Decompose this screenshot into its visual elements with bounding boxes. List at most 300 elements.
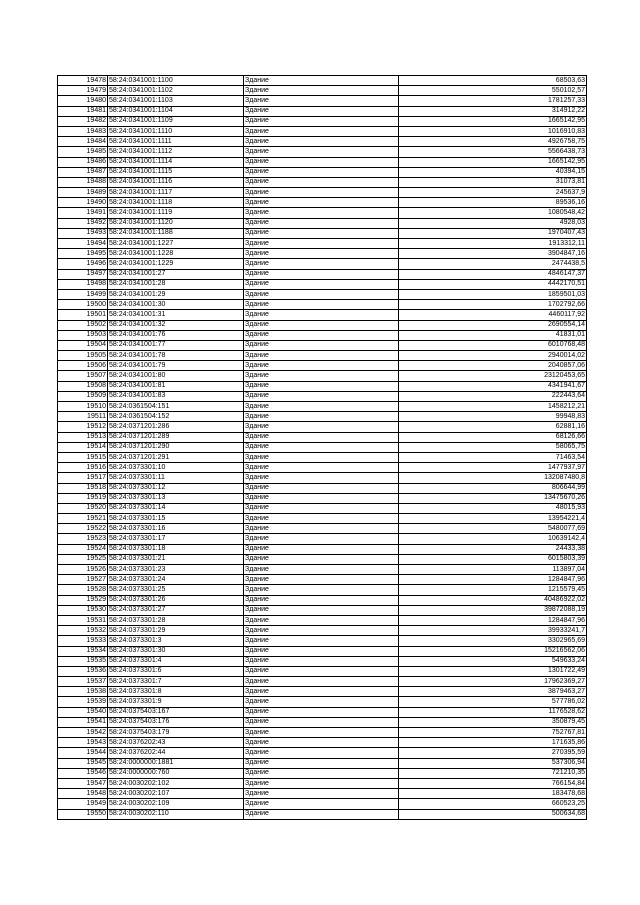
table-row [58,697,587,707]
table-row [58,126,587,136]
value-cell: 1284847,96 [399,615,587,625]
cadastral-number-cell: 58:24:0371201:286 [108,422,244,432]
value-cell: 58065,75 [399,442,587,452]
value-cell: 2474438,5 [399,259,587,269]
row-number-cell: 19486 [58,157,108,167]
row-number-cell: 19497 [58,269,108,279]
value-cell: 1080548,42 [399,208,587,218]
value-cell: 1665142,95 [399,157,587,167]
row-number-cell: 19522 [58,524,108,534]
row-number-cell: 19487 [58,167,108,177]
object-type-cell: Здание [244,768,399,778]
table-row [58,432,587,442]
value-cell: 6010768,48 [399,340,587,350]
row-number-cell: 19525 [58,554,108,564]
cadastral-number-cell: 58:24:0341001:83 [108,391,244,401]
value-cell: 15216562,06 [399,646,587,656]
object-type-cell: Здание [244,300,399,310]
table-row [58,514,587,524]
row-number-cell: 19529 [58,595,108,605]
table-row [58,452,587,462]
value-cell: 1913312,11 [399,239,587,249]
table-row [58,279,587,289]
table-row [58,208,587,218]
row-number-cell: 19538 [58,687,108,697]
cadastral-number-cell: 58:24:0341001:76 [108,330,244,340]
value-cell: 577786,02 [399,697,587,707]
row-number-cell: 19528 [58,585,108,595]
object-type-cell: Здание [244,198,399,208]
row-number-cell: 19534 [58,646,108,656]
cadastral-number-cell: 58:24:0341001:1114 [108,157,244,167]
table-row [58,707,587,717]
object-type-cell: Здание [244,473,399,483]
row-number-cell: 19512 [58,422,108,432]
row-number-cell: 19527 [58,575,108,585]
table-row [58,605,587,615]
object-type-cell: Здание [244,126,399,136]
table-row [58,269,587,279]
object-type-cell: Здание [244,595,399,605]
table-body [58,76,587,820]
value-cell: 48015,93 [399,503,587,513]
object-type-cell: Здание [244,646,399,656]
table-row [58,167,587,177]
table-row [58,738,587,748]
table-row [58,799,587,809]
data-table [57,75,587,820]
table-row [58,524,587,534]
object-type-cell: Здание [244,615,399,625]
table-row [58,96,587,106]
table-row [58,778,587,788]
value-cell: 71463,54 [399,452,587,462]
row-number-cell: 19524 [58,544,108,554]
table-row [58,575,587,585]
cadastral-number-cell: 58:24:0373301:4 [108,656,244,666]
value-cell: 4846147,37 [399,269,587,279]
cadastral-number-cell: 58:24:0376202:43 [108,738,244,748]
table-row [58,595,587,605]
row-number-cell: 19509 [58,391,108,401]
table-row [58,340,587,350]
object-type-cell: Здание [244,493,399,503]
object-type-cell: Здание [244,289,399,299]
value-cell: 766154,84 [399,778,587,788]
table-row [58,310,587,320]
table-row [58,626,587,636]
value-cell: 1781257,33 [399,96,587,106]
object-type-cell: Здание [244,554,399,564]
value-cell: 537306,94 [399,758,587,768]
object-type-cell: Здание [244,239,399,249]
value-cell: 350879,45 [399,717,587,727]
value-cell: 549633,24 [399,656,587,666]
row-number-cell: 19517 [58,473,108,483]
table-row [58,157,587,167]
value-cell: 1284847,96 [399,575,587,585]
object-type-cell: Здание [244,147,399,157]
cadastral-number-cell: 58:24:0341001:1228 [108,249,244,259]
cadastral-number-cell: 58:24:0375403:176 [108,717,244,727]
row-number-cell: 19498 [58,279,108,289]
value-cell: 68503,63 [399,76,587,86]
cadastral-number-cell: 58:24:0341001:1100 [108,76,244,86]
cadastral-number-cell: 58:24:0373301:21 [108,554,244,564]
table-row [58,666,587,676]
row-number-cell: 19485 [58,147,108,157]
value-cell: 1016910,83 [399,126,587,136]
cadastral-number-cell: 58:24:0341001:80 [108,371,244,381]
value-cell: 4442170,51 [399,279,587,289]
row-number-cell: 19536 [58,666,108,676]
row-number-cell: 19482 [58,116,108,126]
cadastral-number-cell: 58:24:0373301:12 [108,483,244,493]
object-type-cell: Здание [244,738,399,748]
cadastral-number-cell: 58:24:0373301:26 [108,595,244,605]
object-type-cell: Здание [244,503,399,513]
table-row [58,218,587,228]
row-number-cell: 19543 [58,738,108,748]
table-row [58,585,587,595]
object-type-cell: Здание [244,789,399,799]
value-cell: 62881,16 [399,422,587,432]
row-number-cell: 19540 [58,707,108,717]
value-cell: 1477937,97 [399,463,587,473]
value-cell: 6015803,39 [399,554,587,564]
value-cell: 3904847,16 [399,249,587,259]
cadastral-number-cell: 58:24:0341001:1102 [108,86,244,96]
row-number-cell: 19541 [58,717,108,727]
table-row [58,147,587,157]
value-cell: 752767,81 [399,728,587,738]
table-row [58,351,587,361]
row-number-cell: 19488 [58,177,108,187]
object-type-cell: Здание [244,381,399,391]
object-type-cell: Здание [244,687,399,697]
cadastral-number-cell: 58:24:0341001:1229 [108,259,244,269]
row-number-cell: 19489 [58,188,108,198]
cadastral-number-cell: 58:24:0373301:16 [108,524,244,534]
object-type-cell: Здание [244,717,399,727]
row-number-cell: 19506 [58,361,108,371]
row-number-cell: 19521 [58,514,108,524]
cadastral-number-cell: 58:24:0373301:30 [108,646,244,656]
cadastral-number-cell: 58:24:0373301:17 [108,534,244,544]
cadastral-number-cell: 58:24:0341001:1112 [108,147,244,157]
row-number-cell: 19478 [58,76,108,86]
row-number-cell: 19501 [58,310,108,320]
table-row [58,228,587,238]
table-row [58,371,587,381]
table-row [58,188,587,198]
value-cell: 314912,22 [399,106,587,116]
cadastral-number-cell: 58:24:0376202:44 [108,748,244,758]
row-number-cell: 19495 [58,249,108,259]
value-cell: 806644,99 [399,483,587,493]
row-number-cell: 19511 [58,412,108,422]
object-type-cell: Здание [244,432,399,442]
row-number-cell: 19491 [58,208,108,218]
object-type-cell: Здание [244,137,399,147]
object-type-cell: Здание [244,361,399,371]
object-type-cell: Здание [244,412,399,422]
cadastral-number-cell: 58:24:0373301:13 [108,493,244,503]
row-number-cell: 19479 [58,86,108,96]
row-number-cell: 19535 [58,656,108,666]
table-row [58,106,587,116]
row-number-cell: 19494 [58,239,108,249]
row-number-cell: 19531 [58,615,108,625]
object-type-cell: Здание [244,677,399,687]
value-cell: 183478,68 [399,789,587,799]
object-type-cell: Здание [244,605,399,615]
cadastral-number-cell: 58:24:0373301:24 [108,575,244,585]
object-type-cell: Здание [244,96,399,106]
table-row [58,534,587,544]
row-number-cell: 19508 [58,381,108,391]
row-number-cell: 19480 [58,96,108,106]
object-type-cell: Здание [244,218,399,228]
table-row [58,177,587,187]
object-type-cell: Здание [244,279,399,289]
object-type-cell: Здание [244,575,399,585]
object-type-cell: Здание [244,442,399,452]
row-number-cell: 19539 [58,697,108,707]
object-type-cell: Здание [244,565,399,575]
row-number-cell: 19505 [58,351,108,361]
value-cell: 40486922,02 [399,595,587,605]
table-row [58,493,587,503]
table-row [58,544,587,554]
object-type-cell: Здание [244,269,399,279]
value-cell: 10639142,4 [399,534,587,544]
row-number-cell: 19520 [58,503,108,513]
object-type-cell: Здание [244,483,399,493]
row-number-cell: 19530 [58,605,108,615]
row-number-cell: 19519 [58,493,108,503]
table-row [58,76,587,86]
object-type-cell: Здание [244,106,399,116]
cadastral-number-cell: 58:24:0375403:167 [108,707,244,717]
row-number-cell: 19503 [58,330,108,340]
row-number-cell: 19537 [58,677,108,687]
table-row [58,728,587,738]
object-type-cell: Здание [244,330,399,340]
object-type-cell: Здание [244,748,399,758]
object-type-cell: Здание [244,809,399,819]
object-type-cell: Здание [244,371,399,381]
cadastral-number-cell: 58:24:0373301:7 [108,677,244,687]
cadastral-number-cell: 58:24:0030202:110 [108,809,244,819]
row-number-cell: 19516 [58,463,108,473]
row-number-cell: 19481 [58,106,108,116]
value-cell: 4341941,67 [399,381,587,391]
value-cell: 550102,57 [399,86,587,96]
cadastral-number-cell: 58:24:0373301:8 [108,687,244,697]
object-type-cell: Здание [244,208,399,218]
table-row [58,789,587,799]
table-row [58,320,587,330]
value-cell: 4460117,92 [399,310,587,320]
object-type-cell: Здание [244,402,399,412]
table-row [58,422,587,432]
value-cell: 1665142,95 [399,116,587,126]
value-cell: 132087480,8 [399,473,587,483]
cadastral-number-cell: 58:24:0373301:9 [108,697,244,707]
value-cell: 113897,04 [399,565,587,575]
table-row [58,565,587,575]
cadastral-number-cell: 58:24:0373301:10 [108,463,244,473]
object-type-cell: Здание [244,391,399,401]
value-cell: 245637,9 [399,188,587,198]
value-cell: 1859501,03 [399,289,587,299]
table-row [58,137,587,147]
table-row [58,198,587,208]
cadastral-number-cell: 58:24:0341001:1188 [108,228,244,238]
table-row [58,402,587,412]
value-cell: 99948,83 [399,412,587,422]
object-type-cell: Здание [244,340,399,350]
table-row [58,249,587,259]
cadastral-number-cell: 58:24:0341001:29 [108,289,244,299]
cadastral-number-cell: 58:24:0341001:1115 [108,167,244,177]
table-row [58,239,587,249]
row-number-cell: 19490 [58,198,108,208]
value-cell: 1970407,43 [399,228,587,238]
object-type-cell: Здание [244,758,399,768]
cadastral-number-cell: 58:24:0000000:760 [108,768,244,778]
value-cell: 171635,86 [399,738,587,748]
cadastral-number-cell: 58:24:0371201:291 [108,452,244,462]
row-number-cell: 19499 [58,289,108,299]
value-cell: 500634,68 [399,809,587,819]
value-cell: 39933241,7 [399,626,587,636]
cadastral-number-cell: 58:24:0373301:18 [108,544,244,554]
object-type-cell: Здание [244,76,399,86]
cadastral-number-cell: 58:24:0373301:23 [108,565,244,575]
cadastral-number-cell: 58:24:0371201:290 [108,442,244,452]
value-cell: 1176528,62 [399,707,587,717]
object-type-cell: Здание [244,452,399,462]
value-cell: 4926758,75 [399,137,587,147]
table-row [58,116,587,126]
table-row [58,300,587,310]
cadastral-number-cell: 58:24:0373301:15 [108,514,244,524]
row-number-cell: 19518 [58,483,108,493]
row-number-cell: 19515 [58,452,108,462]
value-cell: 3302965,69 [399,636,587,646]
value-cell: 1458212,21 [399,402,587,412]
object-type-cell: Здание [244,626,399,636]
table-row [58,463,587,473]
cadastral-number-cell: 58:24:0030202:102 [108,778,244,788]
cadastral-number-cell: 58:24:0341001:28 [108,279,244,289]
object-type-cell: Здание [244,799,399,809]
value-cell: 40394,15 [399,167,587,177]
cadastral-number-cell: 58:24:0341001:78 [108,351,244,361]
table-row [58,677,587,687]
value-cell: 222443,64 [399,391,587,401]
row-number-cell: 19549 [58,799,108,809]
cadastral-number-cell: 58:24:0373301:14 [108,503,244,513]
row-number-cell: 19507 [58,371,108,381]
value-cell: 24433,38 [399,544,587,554]
row-number-cell: 19546 [58,768,108,778]
cadastral-number-cell: 58:24:0341001:1111 [108,137,244,147]
cadastral-number-cell: 58:24:0373301:29 [108,626,244,636]
row-number-cell: 19547 [58,778,108,788]
table-row [58,656,587,666]
row-number-cell: 19550 [58,809,108,819]
cadastral-number-cell: 58:24:0361504:152 [108,412,244,422]
cadastral-number-cell: 58:24:0341001:1103 [108,96,244,106]
object-type-cell: Здание [244,116,399,126]
cadastral-number-cell: 58:24:0373301:28 [108,615,244,625]
value-cell: 2940014,02 [399,351,587,361]
row-number-cell: 19493 [58,228,108,238]
cadastral-number-cell: 58:24:0341001:1110 [108,126,244,136]
row-number-cell: 19548 [58,789,108,799]
object-type-cell: Здание [244,728,399,738]
cadastral-number-cell: 58:24:0371201:289 [108,432,244,442]
value-cell: 2040857,06 [399,361,587,371]
table-row [58,554,587,564]
object-type-cell: Здание [244,585,399,595]
table-row [58,503,587,513]
row-number-cell: 19544 [58,748,108,758]
table-row [58,636,587,646]
row-number-cell: 19513 [58,432,108,442]
value-cell: 68126,66 [399,432,587,442]
table-row [58,442,587,452]
value-cell: 5480077,69 [399,524,587,534]
table-row [58,412,587,422]
row-number-cell: 19502 [58,320,108,330]
cadastral-number-cell: 58:24:0341001:81 [108,381,244,391]
cadastral-number-cell: 58:24:0341001:1120 [108,218,244,228]
row-number-cell: 19483 [58,126,108,136]
table-row [58,758,587,768]
value-cell: 721210,35 [399,768,587,778]
table-row [58,259,587,269]
value-cell: 23120453,65 [399,371,587,381]
value-cell: 1215579,45 [399,585,587,595]
object-type-cell: Здание [244,544,399,554]
table-row [58,768,587,778]
value-cell: 1301722,49 [399,666,587,676]
table-row [58,748,587,758]
value-cell: 89536,16 [399,198,587,208]
row-number-cell: 19545 [58,758,108,768]
cadastral-number-cell: 58:24:0341001:27 [108,269,244,279]
cadastral-number-cell: 58:24:0341001:32 [108,320,244,330]
row-number-cell: 19514 [58,442,108,452]
object-type-cell: Здание [244,177,399,187]
row-number-cell: 19510 [58,402,108,412]
cadastral-number-cell: 58:24:0375403:179 [108,728,244,738]
table-row [58,289,587,299]
value-cell: 39872088,19 [399,605,587,615]
table-row [58,86,587,96]
value-cell: 5566438,73 [399,147,587,157]
value-cell: 3879463,27 [399,687,587,697]
table-row [58,483,587,493]
object-type-cell: Здание [244,778,399,788]
cadastral-number-cell: 58:24:0361504:151 [108,402,244,412]
cadastral-number-cell: 58:24:0030202:107 [108,789,244,799]
value-cell: 41831,01 [399,330,587,340]
